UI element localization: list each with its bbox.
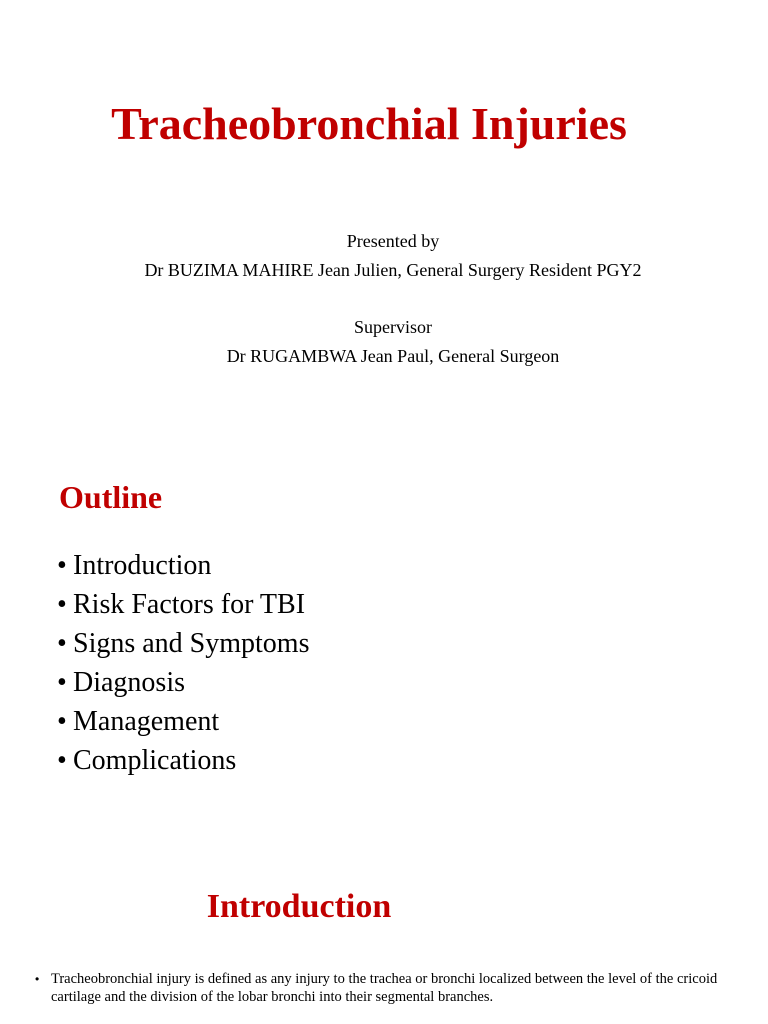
introduction-list — [35, 970, 725, 1006]
outline-list — [57, 546, 309, 780]
outline-item-label: Risk Factors for TBI — [73, 589, 306, 620]
spacer — [0, 284, 768, 313]
bullet-icon: • — [57, 745, 67, 776]
supervisor-label: Supervisor — [354, 317, 432, 337]
outline-item-label: Introduction — [73, 550, 212, 581]
outline-item-label: Signs and Symptoms — [73, 628, 310, 659]
bullet-icon: • — [35, 972, 40, 986]
outline-item-label: Diagnosis — [73, 667, 185, 698]
supervisor-name: Dr RUGAMBWA Jean Paul, General Surgeon — [226, 345, 560, 366]
outline-item-label: Management — [73, 706, 220, 737]
bullet-icon: • — [57, 589, 67, 620]
introduction-item — [35, 970, 725, 1006]
presenter-name: Dr BUZIMA MAHIRE Jean Julien, General Surgery Resident PGY2 — [144, 259, 642, 280]
bullet-icon: • — [57, 628, 67, 659]
outline-item — [57, 546, 309, 585]
bullet-icon: • — [57, 706, 67, 737]
bullet-icon: • — [57, 667, 67, 698]
outline-item — [57, 585, 309, 624]
outline-item-label: Complications — [73, 745, 237, 776]
outline-item — [57, 663, 309, 702]
page-title: Tracheobronchial Injuries — [111, 98, 627, 149]
bullet-icon: • — [57, 550, 67, 581]
introduction-heading: Introduction — [206, 888, 392, 925]
outline-item — [57, 741, 309, 780]
outline-item — [57, 624, 309, 663]
presenter-label: Presented by — [346, 231, 440, 251]
introduction-item-text: Tracheobronchial injury is defined as any injury to the trachea or bronchi localized between the level of the cricoid cartilage and the division of the lobar bronchi into their segmental branches. — [51, 971, 718, 1005]
outline-heading: Outline — [59, 479, 163, 515]
outline-item — [57, 702, 309, 741]
presenter-block — [0, 227, 768, 370]
